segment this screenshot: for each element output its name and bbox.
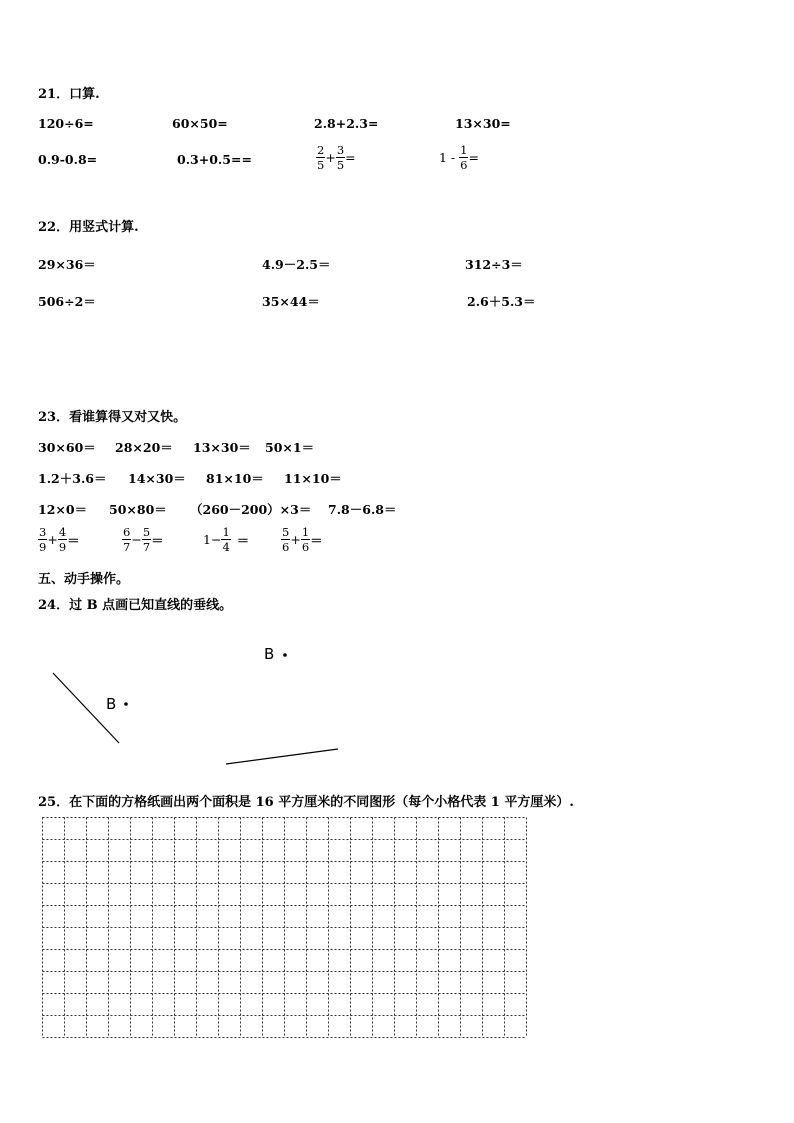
q23-fraction-expr-2 bbox=[122, 525, 164, 554]
q23-title: 23．看谁算得又对又快。 bbox=[38, 410, 187, 425]
q23-expr: 11×10＝ bbox=[284, 471, 342, 486]
q23-expr: 50×1＝ bbox=[265, 440, 315, 455]
operator: + bbox=[290, 532, 301, 547]
q23-expr: 13×30＝ bbox=[193, 440, 251, 455]
fraction: $\frac{1}{6}$ bbox=[301, 525, 310, 554]
q23-fraction-expr-1 bbox=[38, 525, 80, 554]
q21-expr-3: 2.8+2.3= bbox=[314, 116, 379, 131]
operator: + bbox=[325, 150, 336, 165]
section-heading: 五、动手操作。 bbox=[38, 572, 130, 587]
fraction: $\frac{5}{6}$ bbox=[282, 525, 290, 554]
q21-expr-6: 0.3+0.5== bbox=[177, 152, 252, 167]
operand: 1− bbox=[203, 532, 222, 547]
fraction: $\frac{3}{9}$ bbox=[39, 525, 47, 554]
q21-fraction-expr-2 bbox=[439, 143, 479, 172]
q22-expr-5: 35×44＝ bbox=[262, 294, 320, 309]
fraction: $\frac{5}{7}$ bbox=[142, 525, 151, 554]
q23-fraction-expr-3 bbox=[203, 525, 249, 554]
q23-expr: 14×30＝ bbox=[128, 471, 186, 486]
q22-expr-2: 4.9－2.5＝ bbox=[262, 257, 331, 272]
equals: ＝ bbox=[236, 532, 250, 548]
q21-title: 21．口算. bbox=[38, 87, 100, 102]
equals: ＝ bbox=[151, 532, 164, 548]
operand: 1 - bbox=[439, 150, 456, 165]
q23-expr: 50×80＝ bbox=[109, 502, 167, 517]
q23-expr: （260－200）×3＝ bbox=[190, 502, 312, 517]
q23-expr: 81×10＝ bbox=[206, 471, 264, 486]
point-b-2-label: B bbox=[264, 645, 275, 663]
square-grid[interactable] bbox=[42, 817, 527, 1039]
fraction: $\frac{3}{5}$ bbox=[336, 143, 345, 172]
fraction: $\frac{2}{5}$ bbox=[317, 143, 325, 172]
equals: = bbox=[468, 150, 479, 165]
q21-expr-2: 60×50= bbox=[172, 116, 228, 131]
given-line-2 bbox=[226, 749, 338, 764]
q21-expr-5: 0.9-0.8= bbox=[38, 152, 98, 167]
q21-expr-4: 13×30= bbox=[455, 116, 511, 131]
q21-fraction-expr-1 bbox=[316, 143, 356, 172]
q22-title: 22．用竖式计算. bbox=[38, 220, 139, 235]
fraction: $\frac{4}{9}$ bbox=[58, 525, 67, 554]
operator: − bbox=[131, 532, 142, 547]
equals: ＝ bbox=[310, 532, 323, 548]
q23-expr: 30×60＝ bbox=[38, 440, 96, 455]
fraction: $\frac{1}{6}$ bbox=[460, 143, 468, 172]
q22-expr-3: 312÷3＝ bbox=[465, 257, 523, 272]
q23-expr: 7.8－6.8＝ bbox=[328, 502, 397, 517]
fraction: $\frac{6}{7}$ bbox=[123, 525, 131, 554]
point-b-2-dot bbox=[283, 653, 287, 657]
q22-expr-1: 29×36＝ bbox=[38, 257, 96, 272]
q21-expr-1: 120÷6= bbox=[38, 116, 94, 131]
q23-expr: 1.2＋3.6＝ bbox=[38, 471, 107, 486]
q23-expr: 28×20＝ bbox=[115, 440, 173, 455]
q24-figure bbox=[0, 630, 400, 770]
q22-expr-4: 506÷2＝ bbox=[38, 294, 96, 309]
equals: ＝ bbox=[67, 532, 80, 548]
q22-expr-6: 2.6＋5.3＝ bbox=[467, 294, 536, 309]
operator: + bbox=[47, 532, 58, 547]
point-b-1-dot bbox=[124, 702, 128, 706]
equals: = bbox=[345, 150, 356, 165]
q25-title: 25．在下面的方格纸画出两个面积是 16 平方厘米的不同图形（每个小格代表 1 平方厘米）. bbox=[38, 795, 574, 810]
fraction: $\frac{1}{4}$ bbox=[222, 525, 230, 554]
q23-fraction-expr-4 bbox=[281, 525, 323, 554]
q23-expr: 12×0＝ bbox=[38, 502, 88, 517]
q24-title: 24．过 B 点画已知直线的垂线。 bbox=[38, 598, 233, 613]
point-b-1-label: B bbox=[106, 695, 117, 713]
